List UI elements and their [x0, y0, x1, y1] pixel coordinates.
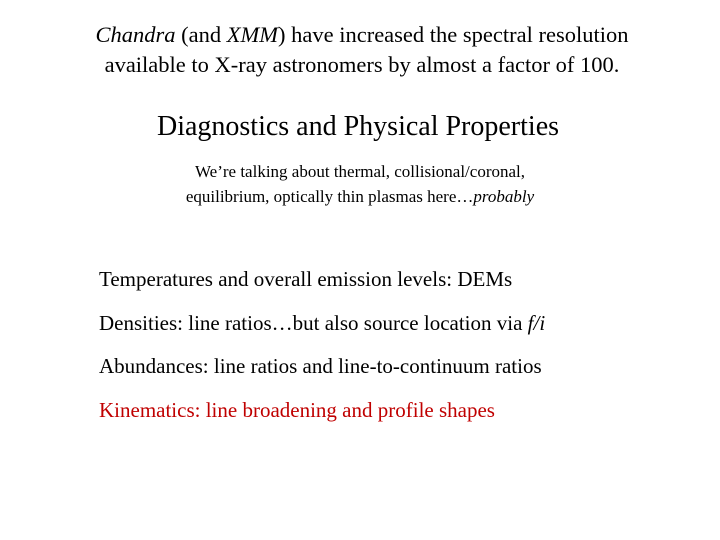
subtitle-line-2: [0, 184, 720, 209]
intro-line-2: available to X-ray astronomers by almost a factor of 100.: [104, 52, 620, 77]
subtitle: [0, 159, 720, 209]
subtitle-line-2-main: equilibrium, optically thin plasmas here…: [185, 187, 474, 206]
subtitle-emphasis: probably: [473, 187, 535, 206]
list-item-kinematics: Kinematics: line broadening and profile shapes: [99, 397, 495, 422]
mission-name-xmm: XMM: [226, 22, 278, 47]
intro-text: [0, 20, 720, 80]
list-item-temperatures: Temperatures and overall emission levels: DEMs: [99, 267, 513, 291]
slide-title: Diagnostics and Physical Properties: [156, 111, 560, 142]
list-item-abundances: Abundances: line ratios and line-to-continuum ratios: [99, 354, 542, 378]
list-item-densities: [99, 308, 545, 352]
intro-line-1: [0, 20, 720, 50]
mission-name-chandra: Chandra: [95, 22, 176, 47]
densities-text: Densities: line ratios…but also source location via: [99, 310, 528, 335]
densities-ratio-symbol: f/i: [527, 310, 546, 335]
intro-and-text: (and: [175, 22, 227, 47]
diagnostics-list: [99, 264, 545, 438]
subtitle-line-1: We’re talking about thermal, collisional/coronal,: [194, 162, 526, 181]
intro-line-1-rest: ) have increased the spectral resolution: [278, 22, 629, 47]
